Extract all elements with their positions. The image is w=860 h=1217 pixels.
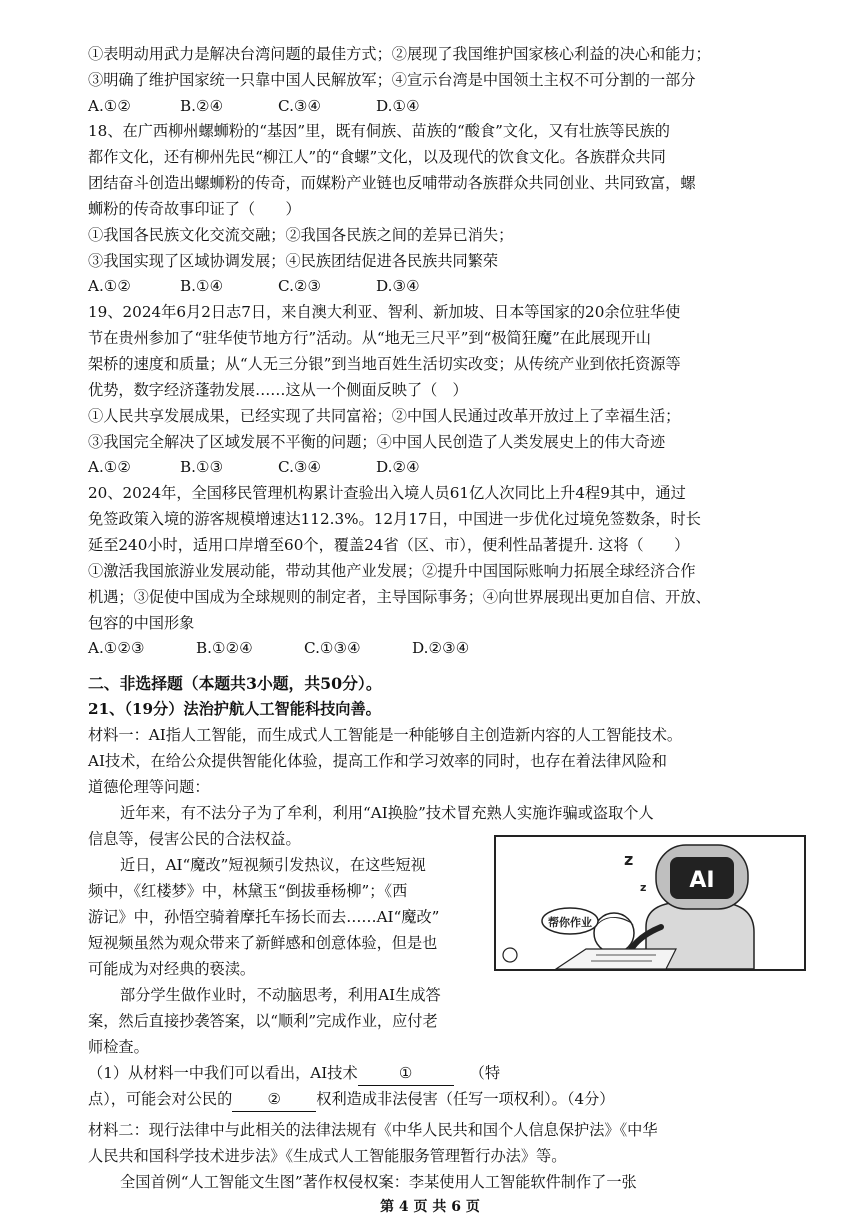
q18-option-a[interactable]: A.①②	[88, 277, 132, 295]
q17-option-c[interactable]: C.③④	[278, 97, 322, 115]
q17-statement-1: ①表明动用武力是解决台湾问题的最佳方式；②展现了我国维护国家核心利益的决心和能力；	[88, 45, 711, 63]
q21-1-text: 权利造成非法侵害（任写一项权利）。（4分）	[316, 1090, 615, 1108]
q19-line: 架桥的速度和质量；从“人无三分银”到当地百姓生活切实改变；从传统产业到依托资源等	[88, 355, 681, 373]
q20-option-a[interactable]: A.①②③	[88, 639, 145, 657]
q19-option-c[interactable]: C.③④	[278, 458, 322, 476]
q18-options	[88, 274, 420, 298]
material1-para3: 师检查。	[88, 1038, 149, 1056]
q20-option-c[interactable]: C.①③④	[304, 639, 361, 657]
q19-line: 优势，数字经济蓬勃发展……这从一个侧面反映了（ ）	[88, 381, 468, 399]
q19-option-a[interactable]: A.①②	[88, 458, 132, 476]
q19-line: 节在贵州参加了“驻华使节地方行”活动。从“地无三尺平”到“极简狂魔”在此展现开山	[88, 329, 651, 347]
q20-statement: 包容的中国形象	[88, 614, 195, 632]
material2-line: 材料二：现行法律中与此相关的法律法规有《中华人民共和国个人信息保护法》《中华	[88, 1121, 658, 1139]
q20-line: 20、2024年，全国移民管理机构累计查验出入境人员61亿人次同比上升4程9其中，通过	[88, 484, 686, 502]
sleep-z-icon: z	[640, 881, 647, 894]
material1-para2: 可能成为对经典的亵渎。	[88, 960, 256, 978]
q21-1-text: （1）从材料一中我们可以看出，AI技术	[88, 1064, 358, 1082]
q20-statement: 机遇；③促使中国成为全球规则的制定者，主导国际事务；④向世界展现出更加自信、开放、	[88, 588, 711, 606]
q19-line: 19、2024年6月2日志7日，来自澳大利亚、智利、新加坡、日本等国家的20余位驻华使	[88, 303, 681, 321]
q20-option-b[interactable]: B.①②④	[196, 639, 253, 657]
q21-1-line2	[88, 1087, 615, 1112]
q19-option-b[interactable]: B.①③	[180, 458, 224, 476]
material1-para1: 近年来，有不法分子为了牟利，利用“AI换脸”技术冒充熟人实施诈骗或盗取个人	[120, 804, 654, 822]
material1-para2: 频中，《红楼梦》中，林黛玉“倒拔垂杨柳”；《西	[88, 882, 408, 900]
answer-blank-2[interactable]: ②	[232, 1087, 316, 1112]
page-number: 第 4 页 共 6 页	[380, 1199, 480, 1215]
material2-line: 人民共和国科学技术进步法》《生成式人工智能服务管理暂行办法》等。	[88, 1147, 567, 1165]
q20-line: 免签政策入境的游客规模增速达112.3%。12月17日，中国进一步优化过境免签数条，时长	[88, 510, 701, 528]
material1-para2: 游记》中，孙悟空骑着摩托车扬长而去……AI“魔改”	[88, 908, 440, 926]
sleep-z-icon: z	[624, 850, 634, 869]
q21-1-text: （特	[469, 1064, 501, 1082]
material2-para: 全国首例“人工智能文生图”著作权侵权案：李某使用人工智能软件制作了一张	[120, 1173, 637, 1191]
q21-heading: 21、（19分）法治护航人工智能科技向善。	[88, 700, 381, 718]
q18-line: 团结奋斗创造出螺蛳粉的传奇，而媒粉产业链也反哺带动各族群众共同创业、共同致富，螺	[88, 174, 696, 192]
material1-para2: 近日，AI“魔改”短视频引发热议，在这些短视	[120, 856, 426, 874]
q18-option-c[interactable]: C.②③	[278, 277, 322, 295]
q18-statement: ①我国各民族文化交流交融；②我国各民族之间的差异已消失；	[88, 226, 514, 244]
material1-para1: 信息等，侵害公民的合法权益。	[88, 830, 301, 848]
q18-option-b[interactable]: B.①④	[180, 277, 224, 295]
robot-student-drawing	[496, 837, 804, 969]
material1-line: AI技术，在给公众提供智能化体验，提高工作和学习效率的同时，也存在着法律风险和	[88, 752, 667, 770]
material1-para2: 短视频虽然为观众带来了新鲜感和创意体验，但是也	[88, 934, 438, 952]
q18-line: 都作文化，还有柳州先民“柳江人”的“食螺”文化，以及现代的饮食文化。各族群众共同	[88, 148, 666, 166]
q20-option-d[interactable]: D.②③④	[412, 639, 470, 657]
q18-line: 18、在广西柳州螺蛳粉的“基因”里，既有侗族、苗族的“酸食”文化，又有壮族等民族的	[88, 122, 670, 140]
q19-statement: ①人民共享发展成果，已经实现了共同富裕；②中国人民通过改革开放过上了幸福生活；	[88, 407, 681, 425]
q21-1-line1	[88, 1061, 500, 1086]
sign-label: 帮你作业	[548, 916, 592, 929]
q18-statement: ③我国实现了区域协调发展；④民族团结促进各民族共同繁荣	[88, 252, 499, 270]
robot-screen-label: AI	[689, 868, 715, 893]
material1-line: 道德伦理等问题：	[88, 778, 210, 796]
q19-statement: ③我国完全解决了区域发展不平衡的问题；④中国人民创造了人类发展史上的伟大奇迹	[88, 433, 666, 451]
section-heading: 二、非选择题（本题共3小题，共50分）。	[88, 674, 382, 693]
q20-options	[88, 636, 469, 660]
q19-option-d[interactable]: D.②④	[376, 458, 420, 476]
q18-line: 蛳粉的传奇故事印证了（ ）	[88, 200, 301, 218]
q17-statement-2: ③明确了维护国家统一只靠中国人民解放军；④宣示台湾是中国领土主权不可分割的一部分	[88, 71, 696, 89]
ai-cartoon-illustration	[494, 835, 806, 971]
answer-blank-1[interactable]: ①	[358, 1061, 454, 1086]
q18-option-d[interactable]: D.③④	[376, 277, 420, 295]
q17-option-b[interactable]: B.②④	[180, 97, 224, 115]
q17-option-d[interactable]: D.①④	[376, 97, 420, 115]
q21-1-text: 点），可能会对公民的	[88, 1090, 233, 1108]
q20-statement: ①激活我国旅游业发展动能，带动其他产业发展；②提升中国国际账响力拓展全球经济合作	[88, 562, 696, 580]
q19-options	[88, 455, 420, 479]
material1-line: 材料一：AI指人工智能，而生成式人工智能是一种能够自主创造新内容的人工智能技术。	[88, 726, 683, 744]
material1-para3: 案，然后直接抄袭答案，以“顺利”完成作业，应付老	[88, 1012, 438, 1030]
material1-para3: 部分学生做作业时，不动脑思考，利用AI生成答	[120, 986, 441, 1004]
q20-line: 延至240小时，适用口岸增至60个，覆盖24省（区、市），便利性品著提升. 这将（ ）	[88, 536, 690, 554]
q17-option-a[interactable]: A.①②	[88, 97, 132, 115]
q17-options	[88, 94, 420, 118]
